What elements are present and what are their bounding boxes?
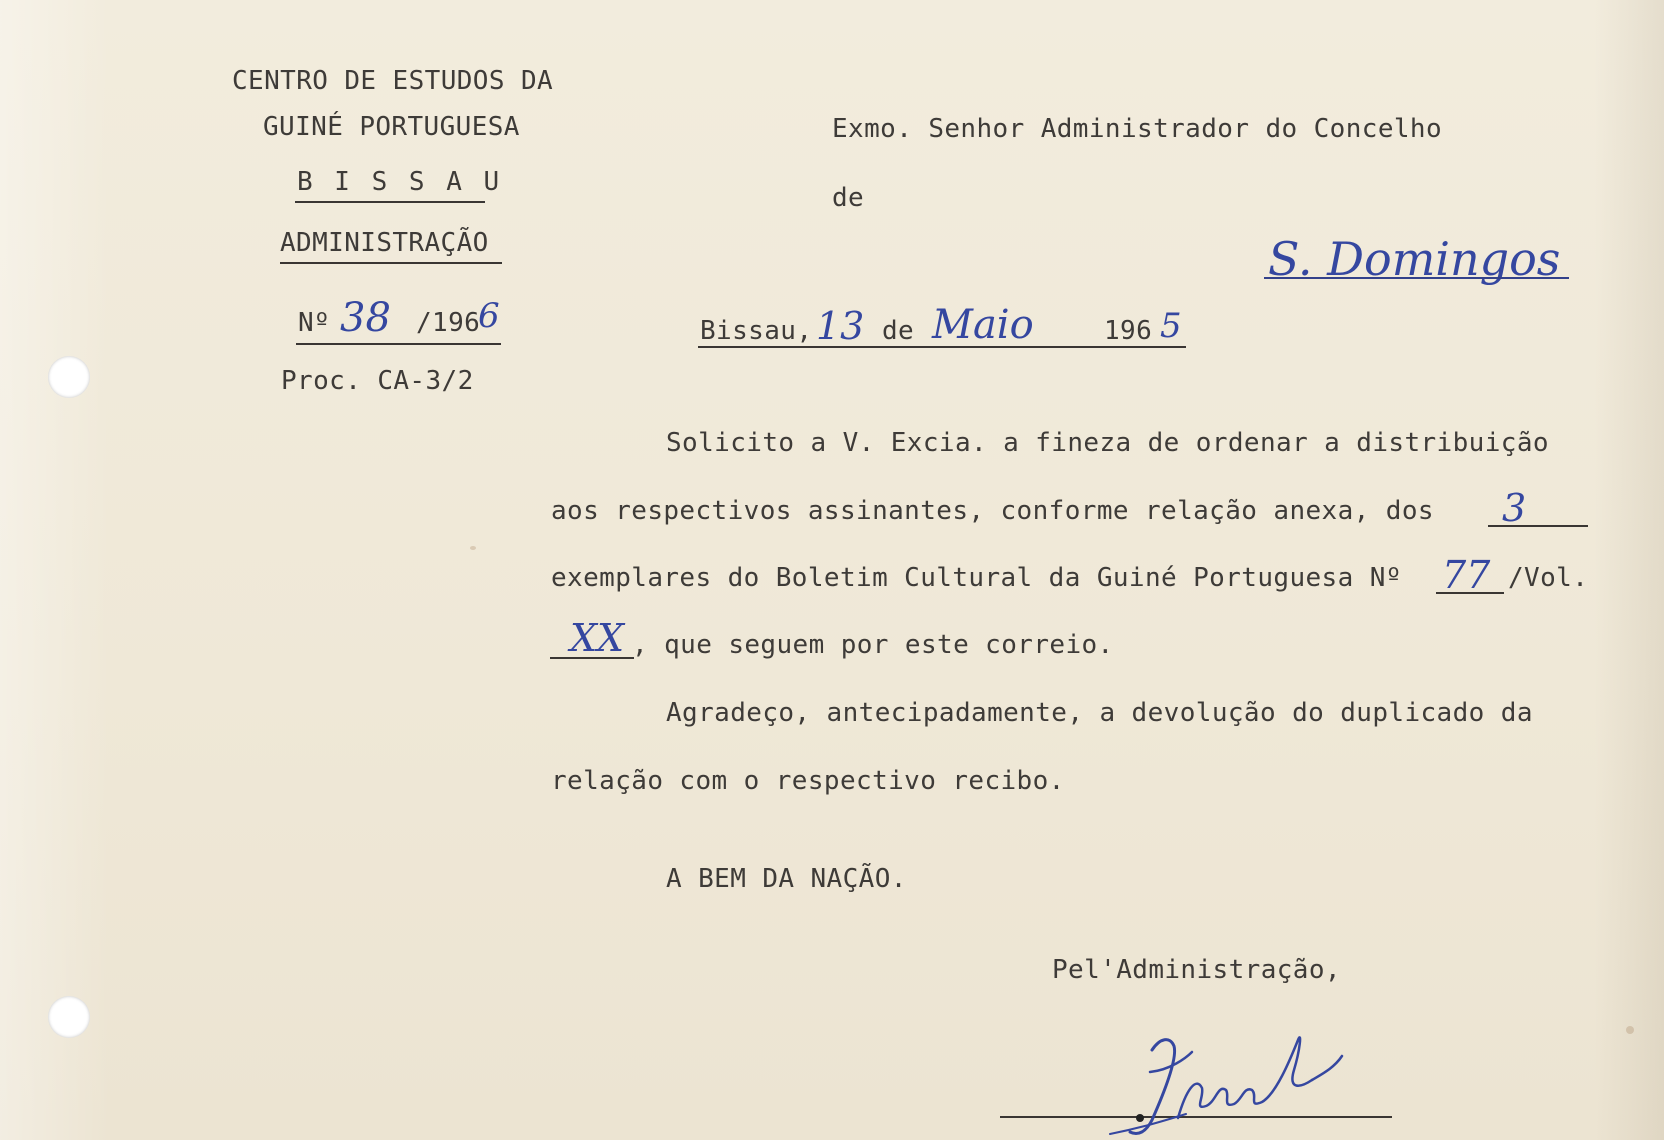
process-number: Proc. CA-3/2 [281,366,474,396]
paper-speck [470,546,476,550]
volume-underline [550,657,634,659]
sender-department: ADMINISTRAÇÃO [280,228,489,258]
issue-underline [1436,592,1504,594]
reference-number-prefix: Nº [298,308,331,338]
sender-name-line1: CENTRO DE ESTUDOS DA [232,66,554,96]
paper-shading-left [0,0,110,1140]
reference-year-hand: 6 [478,296,500,336]
body-paragraph2-line1: Agradeço, antecipadamente, a devolução do duplicado da [666,698,1533,728]
closing-salutation: A BEM DA NAÇÃO. [666,864,907,894]
date-year-hand: 5 [1160,306,1182,346]
sender-city: B I S S A U [297,167,503,197]
paper-stain [1626,1026,1634,1034]
reference-year-typed: /196 [416,308,481,338]
punch-hole-bottom [48,996,90,1038]
sender-name-line2: GUINÉ PORTUGUESA [263,112,520,142]
date-underline [698,346,1186,348]
body-paragraph1-line2: aos respectivos assinantes, conforme relação anexa, dos [551,496,1434,526]
issue-number: 77 [1442,553,1491,597]
handwritten-signature [1090,1010,1350,1140]
sender-department-underline [280,262,502,264]
recipient-line2: de [832,183,865,213]
body-paragraph1-line1: Solicito a V. Excia. a fineza de ordenar a distribuição [666,428,1549,458]
body-paragraph1-line4: , que seguem por este correio. [632,630,1114,660]
copies-count: 3 [1502,486,1527,530]
sender-city-underline [295,201,485,203]
date-year-typed: 196 [1104,316,1153,346]
reference-number-value: 38 [340,295,391,341]
recipient-place-underline [1264,277,1569,279]
date-de: de [882,316,915,346]
date-day: 13 [816,304,865,348]
recipient-line1: Exmo. Senhor Administrador do Concelho [832,114,1443,144]
volume-number: XX [570,616,625,660]
paper-shading-right [1594,0,1664,1140]
reference-number-underline [296,343,501,345]
recipient-place-handwritten: S. Domingos [1268,232,1561,286]
body-paragraph2-line2: relação com o respectivo recibo. [551,766,1065,796]
body-paragraph1-line3: exemplares do Boletim Cultural da Guiné Portuguesa Nº [551,563,1402,593]
punch-hole-top [48,356,90,398]
closing-signoff: Pel'Administração, [1052,955,1341,985]
volume-label: /Vol. [1508,563,1589,593]
date-month: Maio [932,302,1034,348]
date-city: Bissau, [700,316,813,346]
copies-underline [1488,525,1588,527]
